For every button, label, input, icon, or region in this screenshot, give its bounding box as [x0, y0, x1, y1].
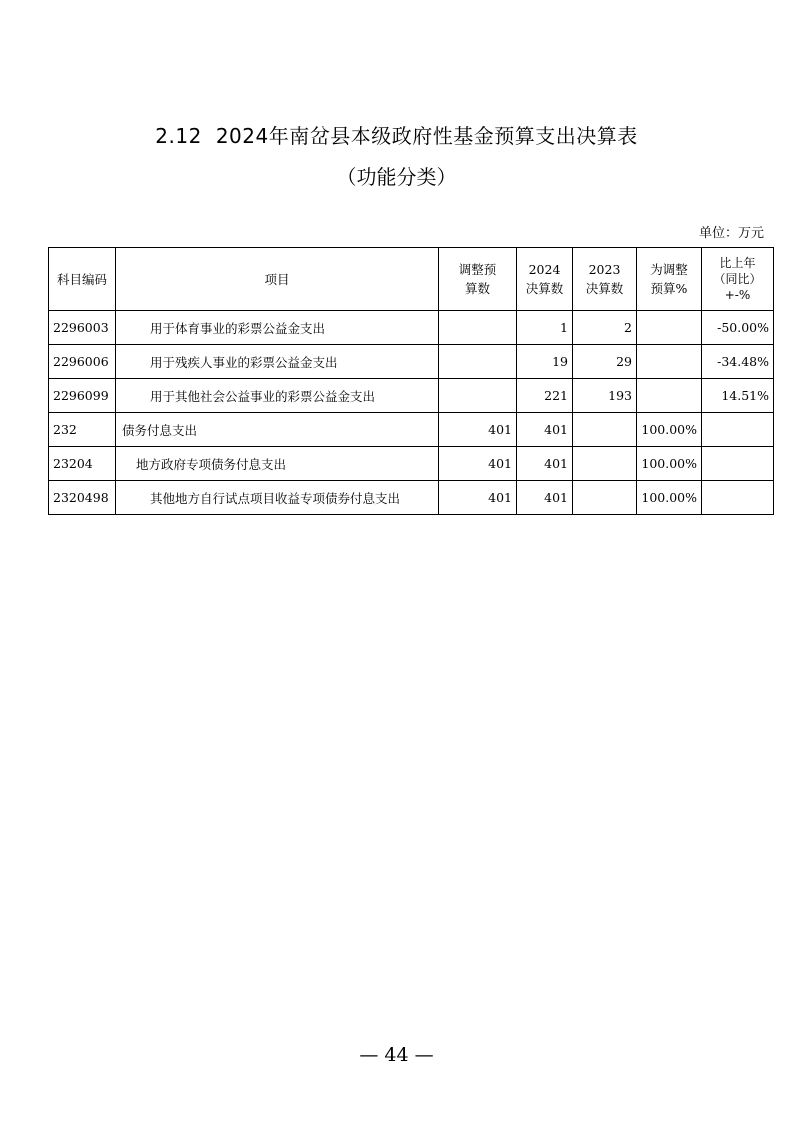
cell-item: 地方政府专项债务付息支出: [116, 447, 439, 481]
cell-final-2024: 221: [517, 379, 573, 413]
cell-final-2024: 401: [517, 413, 573, 447]
header-item: 项目: [116, 248, 439, 311]
cell-adjusted: 401: [439, 413, 517, 447]
cell-adjusted: 401: [439, 447, 517, 481]
table-row: [49, 379, 774, 413]
cell-yoy: 14.51%: [702, 379, 774, 413]
page-number: — 44 —: [359, 1044, 434, 1066]
table-row: [49, 413, 774, 447]
budget-table: [48, 247, 774, 515]
table-header-row: [49, 248, 774, 311]
cell-adjusted: [439, 345, 517, 379]
title-text: 2024年南岔县本级政府性基金预算支出决算表: [215, 124, 638, 148]
header-code: 科目编码: [49, 248, 116, 311]
cell-adjusted: [439, 379, 517, 413]
cell-code: 2296099: [49, 379, 116, 413]
table-row: [49, 447, 774, 481]
cell-final-2023: [573, 481, 637, 515]
cell-adjusted: [439, 311, 517, 345]
header-adjusted-budget: 调整预 算数: [439, 248, 517, 311]
cell-code: 2296003: [49, 311, 116, 345]
cell-final-2023: 29: [573, 345, 637, 379]
table-row: [49, 311, 774, 345]
cell-yoy: -34.48%: [702, 345, 774, 379]
cell-final-2024: 401: [517, 481, 573, 515]
cell-final-2023: 2: [573, 311, 637, 345]
cell-item: 用于其他社会公益事业的彩票公益金支出: [116, 379, 439, 413]
header-yoy: 比上年 （同比） +-%: [702, 248, 774, 311]
cell-yoy: [702, 447, 774, 481]
cell-yoy: -50.00%: [702, 311, 774, 345]
cell-pct: [637, 345, 702, 379]
page-title: [0, 120, 793, 149]
cell-code: 23204: [49, 447, 116, 481]
page-subtitle: （功能分类）: [336, 165, 457, 189]
cell-pct: 100.00%: [637, 413, 702, 447]
cell-code: 2296006: [49, 345, 116, 379]
cell-pct: 100.00%: [637, 447, 702, 481]
cell-pct: 100.00%: [637, 481, 702, 515]
cell-item: 其他地方自行试点项目收益专项债券付息支出: [116, 481, 439, 515]
cell-pct: [637, 379, 702, 413]
section-number: 2.12: [155, 124, 202, 148]
table-row: [49, 345, 774, 379]
cell-final-2024: 19: [517, 345, 573, 379]
header-pct-budget: 为调整 预算%: [637, 248, 702, 311]
cell-pct: [637, 311, 702, 345]
table-row: [49, 481, 774, 515]
cell-final-2023: [573, 413, 637, 447]
cell-final-2023: 193: [573, 379, 637, 413]
unit-label: 单位：万元: [698, 226, 764, 241]
header-final-2024: 2024 决算数: [517, 248, 573, 311]
cell-final-2024: 1: [517, 311, 573, 345]
cell-yoy: [702, 481, 774, 515]
cell-yoy: [702, 413, 774, 447]
header-final-2023: 2023 决算数: [573, 248, 637, 311]
cell-adjusted: 401: [439, 481, 517, 515]
cell-code: 232: [49, 413, 116, 447]
cell-final-2023: [573, 447, 637, 481]
cell-item: 用于残疾人事业的彩票公益金支出: [116, 345, 439, 379]
cell-final-2024: 401: [517, 447, 573, 481]
cell-code: 2320498: [49, 481, 116, 515]
cell-item: 用于体育事业的彩票公益金支出: [116, 311, 439, 345]
cell-item: 债务付息支出: [116, 413, 439, 447]
